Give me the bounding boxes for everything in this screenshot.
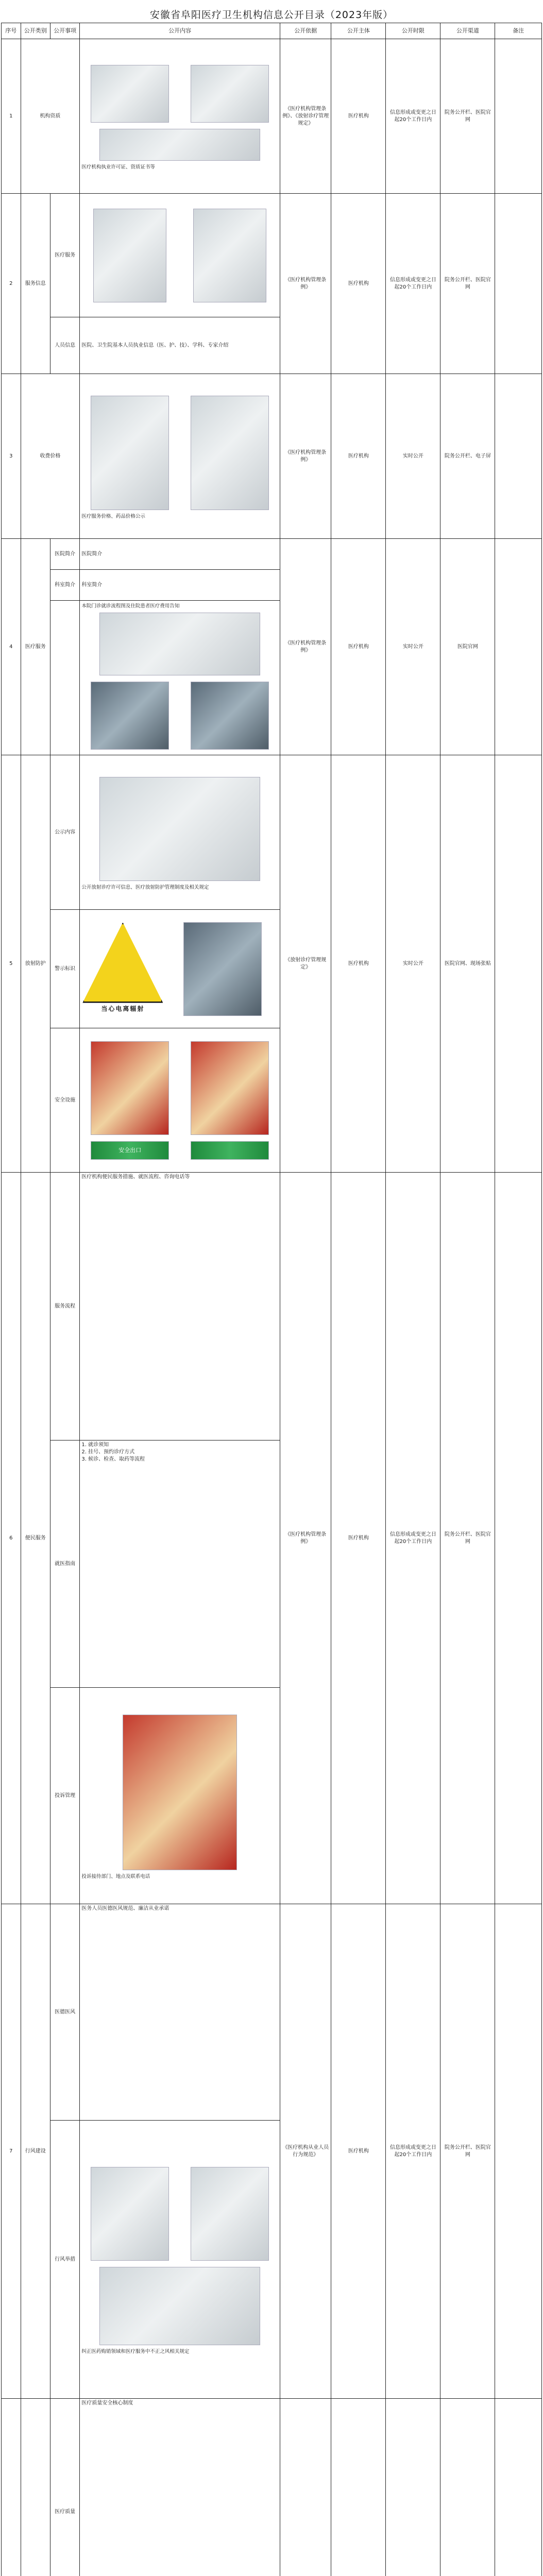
fire-sign-photo (191, 1041, 269, 1135)
photo-group (81, 206, 278, 306)
row-subject: 医疗机构 (331, 1904, 386, 2399)
row-channel: 医院官网 (440, 539, 495, 755)
row-category: 便民服务 (21, 1173, 50, 1904)
table-row (2, 755, 542, 910)
row-content-text: 医疗机构执业许可证、资质证书等 (81, 164, 155, 170)
header-content: 公开内容 (80, 23, 280, 39)
row-channel (440, 2399, 495, 2576)
photo-group (81, 2264, 278, 2348)
row-subject: 医疗机构 (331, 1173, 386, 1904)
price-board-photo (191, 396, 269, 510)
row-content-text: 本院门诊就诊流程图及住院患者医疗费用告知 (81, 603, 180, 609)
row-time: 信息形成或变更之日起20个工作日内 (386, 39, 440, 194)
row-subcategory: 安全设施 (50, 1028, 79, 1173)
notice-board-photo (99, 777, 260, 881)
row-note (495, 194, 542, 374)
exit-sign-label: 安全出口 (118, 1146, 142, 1154)
header-channel: 公开渠道 (440, 23, 495, 39)
photo-group (81, 126, 278, 164)
row-content (80, 1688, 280, 1904)
row-basis: 《放射诊疗管理规定》 (280, 755, 331, 1173)
radiation-warning-label: 当心电离辐射 (101, 1005, 145, 1012)
row-content (80, 194, 280, 317)
row-subcategory: 警示标识 (50, 910, 79, 1028)
row-subcategory: 公示内容 (50, 755, 79, 910)
row-content-text: 医院简介 (80, 539, 280, 570)
row-subject: 医疗机构 (331, 39, 386, 194)
row-time (386, 2399, 440, 2576)
row-content-text: 医院、卫生院基本人员执业信息（医、护、技）、学科、专家介绍 (80, 317, 280, 374)
row-content-text: 1. 就诊须知 2. 挂号、预约诊疗方式 3. 候诊、检查、取药等流程 (80, 1440, 280, 1688)
row-note (495, 374, 542, 539)
row-category: 放射防护 (21, 755, 50, 1173)
row-basis: 《医疗机构从业人员行为规范》 (280, 1904, 331, 2399)
row-subcategory: 医疗服务 (50, 194, 79, 317)
warning-light-photo (183, 922, 262, 1016)
row-time: 信息形成或变更之日起20个工作日内 (386, 1173, 440, 1904)
row-note (495, 1173, 542, 1904)
table-header (2, 23, 542, 39)
row-seq: 3 (2, 374, 21, 539)
map-photo (99, 613, 260, 675)
row-time: 实时公开 (386, 539, 440, 755)
row-channel: 医院官网、现场张贴 (440, 755, 495, 1173)
row-subject (331, 2399, 386, 2576)
row-basis: 《医疗机构管理条例》 (280, 539, 331, 755)
row-subcategory: 行风举措 (50, 2121, 79, 2399)
row-subject: 医疗机构 (331, 755, 386, 1173)
row-content (80, 1028, 280, 1173)
photo-group (81, 1138, 278, 1163)
row-channel: 院务公开栏、医院官网 (440, 194, 495, 374)
photo-group (81, 1038, 278, 1138)
row-basis (280, 2399, 331, 2576)
row-category: 收费价格 (21, 374, 80, 539)
complaint-poster-photo (123, 1715, 237, 1870)
certificate-photo (191, 65, 269, 123)
photo-group (81, 609, 278, 679)
office-photo (191, 2167, 269, 2261)
row-note (495, 539, 542, 755)
row-seq: 7 (2, 1904, 21, 2399)
row-seq: 2 (2, 194, 21, 374)
row-time: 实时公开 (386, 755, 440, 1173)
table-row (2, 374, 542, 539)
header-basis: 公开依据 (280, 23, 331, 39)
row-seq: 6 (2, 1173, 21, 1904)
row-seq (2, 2399, 21, 2576)
row-content-text: 投诉接待部门、地点及联系电话 (81, 1874, 150, 1879)
row-basis: 《医疗机构管理条例》、《放射诊疗管理规定》 (280, 39, 331, 194)
row-seq: 1 (2, 39, 21, 194)
corridor-photo (91, 682, 169, 750)
row-channel: 院务公开栏、医院官网 (440, 39, 495, 194)
row-content-text: 医务人员医德医风规范、廉洁从业承诺 (80, 1904, 280, 2121)
row-subject: 医疗机构 (331, 194, 386, 374)
row-content (80, 2121, 280, 2399)
photo-group (81, 393, 278, 513)
document-title: 安徽省阜阳医疗卫生机构信息公开目录（2023年版） (149, 9, 394, 21)
photo-group (81, 774, 278, 884)
row-content (80, 601, 280, 755)
corridor-photo (191, 682, 269, 750)
header-seq: 序号 (2, 23, 21, 39)
board-photo (99, 2267, 260, 2345)
row-content (80, 910, 280, 1028)
header-subject: 公开主体 (331, 23, 386, 39)
row-note (495, 755, 542, 1173)
row-content-text: 科室简介 (80, 570, 280, 601)
row-seq: 4 (2, 539, 21, 755)
row-subcategory: 科室简介 (50, 570, 79, 601)
document-photo (99, 129, 260, 161)
row-channel: 院务公开栏、医院官网 (440, 1904, 495, 2399)
row-subcategory: 人员信息 (50, 317, 79, 374)
license-photo (91, 65, 169, 123)
row-time: 信息形成或变更之日起20个工作日内 (386, 1904, 440, 2399)
photo-group (81, 62, 278, 126)
row-content-text: 医疗机构便民服务措施、就医流程、咨询电话等 (80, 1173, 280, 1440)
row-subcategory: 投诉管理 (50, 1688, 79, 1904)
row-time: 信息形成或变更之日起20个工作日内 (386, 194, 440, 374)
row-subcategory (50, 601, 79, 755)
radiation-warning (81, 921, 164, 1018)
row-note (495, 39, 542, 194)
disclosure-table (1, 23, 542, 2576)
row-channel: 院务公开栏、电子屏 (440, 374, 495, 539)
row-content-text: 公开放射诊疗许可信息、医疗放射防护管理制度及相关规定 (81, 885, 209, 890)
row-content-text: 纠正医药购销领域和医疗服务中不正之风相关规定 (81, 2349, 190, 2354)
photo-group (81, 919, 278, 1019)
radiation-warning-icon (82, 923, 163, 1003)
row-basis: 《医疗机构管理条例》 (280, 194, 331, 374)
row-subcategory: 医德医风 (50, 1904, 79, 2121)
table-row (2, 1904, 542, 2121)
row-channel: 院务公开栏、医院官网 (440, 1173, 495, 1904)
table-row (2, 39, 542, 194)
row-content (80, 374, 280, 539)
office-photo (91, 2167, 169, 2261)
table-row (2, 2399, 542, 2576)
row-content (80, 39, 280, 194)
header-category: 公开类别 (21, 23, 50, 39)
row-subcategory: 医疗质量 (50, 2399, 79, 2576)
row-basis: 《医疗机构管理条例》 (280, 374, 331, 539)
row-time: 实时公开 (386, 374, 440, 539)
row-category: 医疗服务 (21, 539, 50, 755)
row-subject: 医疗机构 (331, 539, 386, 755)
exit-sign (91, 1141, 169, 1160)
row-basis: 《医疗机构管理条例》 (280, 1173, 331, 1904)
row-category: 机构资质 (21, 39, 80, 194)
row-content-text: 医疗质量安全核心制度 (80, 2399, 280, 2576)
row-content (80, 755, 280, 910)
row-category (21, 2399, 50, 2576)
table-row (2, 539, 542, 570)
row-subcategory: 医院简介 (50, 539, 79, 570)
row-content-text: 医疗服务价格、药品价格公示 (81, 514, 145, 519)
row-category: 行风建设 (21, 1904, 50, 2399)
header-note: 备注 (495, 23, 542, 39)
row-note (495, 2399, 542, 2576)
row-seq: 5 (2, 755, 21, 1173)
photo-group (81, 679, 278, 753)
header-time: 公开时限 (386, 23, 440, 39)
row-subcategory: 服务流程 (50, 1173, 79, 1440)
photo-group (81, 2164, 278, 2264)
header-subcategory: 公开事项 (50, 23, 79, 39)
table-row (2, 194, 542, 317)
exit-sign-icon (191, 1141, 269, 1160)
staff-board-photo (193, 209, 266, 302)
row-subject: 医疗机构 (331, 374, 386, 539)
row-note (495, 1904, 542, 2399)
row-subcategory: 就医指南 (50, 1440, 79, 1688)
table-row (2, 1173, 542, 1440)
staff-board-photo (93, 209, 166, 302)
fire-cabinet-photo (91, 1041, 169, 1135)
row-category: 服务信息 (21, 194, 50, 374)
price-board-photo (91, 396, 169, 510)
photo-group (81, 1711, 278, 1873)
